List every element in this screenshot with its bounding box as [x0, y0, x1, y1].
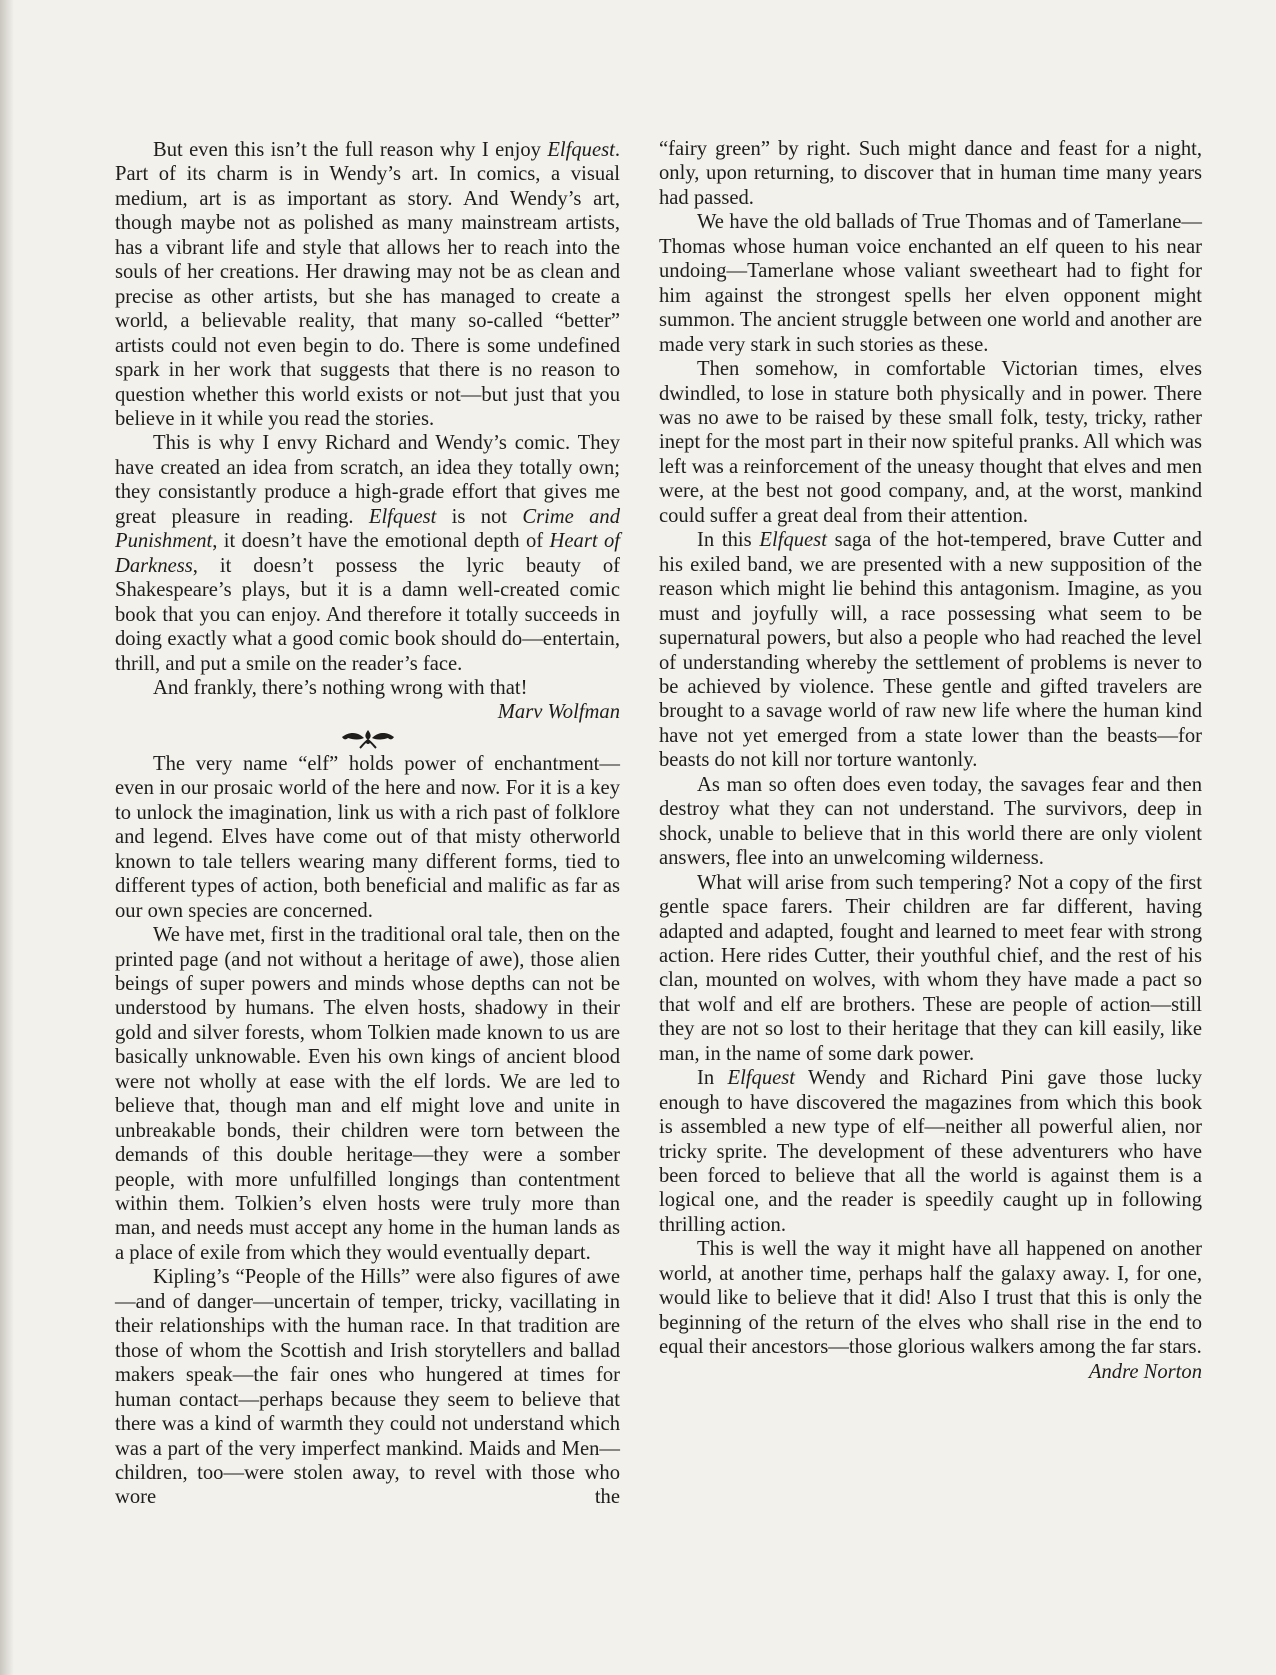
paragraph: We have the old ballads of True Thomas and of Tamerlane—Thomas whose human voice enchanted an elf queen to his near undoing—Tamerlane whose valiant sweetheart had to fight for him against the strongest spells her elven opponent might summon. The ancient struggle between one world and another are made very stark in such stories as these.	[659, 211, 1202, 356]
right-column	[659, 137, 1202, 1384]
paragraph: In this Elfquest saga of the hot-tempered, brave Cutter and his exiled band, we are presented with a new supposition of the reason which might lie behind this antagonism. Imagine, as you must and joyfully will, a race possessing what seem to be supernatural powers, but also a people who had reached the level of understanding whereby the settlement of problems is never to be achieved by violence. These gentle and gifted travelers are brought to a savage world of raw new life where the human kind have not yet emerged from a state lower than the beasts—for beasts do not kill nor torture wantonly.	[659, 529, 1202, 772]
paragraph: And frankly, there’s nothing wrong with that!	[153, 676, 528, 699]
paragraph: Kipling’s “People of the Hills” were also figures of awe—and of danger—uncertain of temper, tricky, vacillating in their relationships with the human race. In that tradition are those of whom the Scottish and Irish storytellers and ballad makers speak—the fair ones who hungered at times for human contact—perhaps because they seem to believe that there was a kind of warmth they could not understand which was a part of the very imperfect mankind. Maids and Men—children, too—were stolen away, to revel with those who wore the	[115, 1266, 620, 1509]
left-column	[115, 138, 620, 1510]
paragraph: Then somehow, in comfortable Victorian times, elves dwindled, to lose in stature both physically and in power. There was no awe to be raised by these small folk, testy, tricky, rather inept for the most part in their now spiteful pranks. All which was left was a reinforcement of the uneasy thought that elves and men were, at the best not good company, and, at the worst, mankind could suffer a great deal from their attention.	[659, 358, 1202, 527]
paragraph: We have met, first in the traditional oral tale, then on the printed page (and not without a heritage of awe), those alien beings of super powers and minds whose depths can not be understood by humans. The elven hosts, shadowy in their gold and silver forests, whom Tolkien made known to us are basically unknowable. Even his own kings of ancient blood were not wholly at ease with the elf lords. We are led to believe that, though man and elf might love and unite in unbreakable bonds, their children were torn between the demands of this double heritage—they were a somber people, with more unfulfilled longings than contentment within them. Tolkien’s elven hosts were truly more than man, and needs must accept any home in the human lands as a place of exile from which they would eventually depart.	[115, 924, 620, 1264]
paragraph: This is well the way it might have all happened on another world, at another time, perhaps half the galaxy away. I, for one, would like to believe that it did! Also I trust that this is only the beginning of the return of the elves who shall rise in the end to equal their ancestors—those glorious walkers among the far stars.	[659, 1238, 1202, 1359]
author-signature-wolfman: Marv Wolfman	[497, 701, 620, 724]
paragraph: As man so often does even today, the savages fear and then destroy what they can not understand. The survivors, deep in shock, unable to believe that in this world there are only violent answers, flee into an unwelcoming wilderness.	[659, 773, 1202, 870]
paragraph: But even this isn’t the full reason why I enjoy Elfquest. Part of its charm is in Wendy’s art. In comics, a visual medium, art is as important as story. And Wendy’s art, though maybe not as polished as many mainstream artists, has a vibrant life and style that allows her to reach into the souls of her creations. Her drawing may not be as clean and precise as other artists, but she has managed to create a world, a believable reality, that many so-called “better” artists could not even begin to do. There is some undefined spark in her work that suggests that there is no reason to question whether this world exists or not—but just that you believe in it while you read the stories.	[115, 139, 620, 430]
fleuron-icon	[115, 728, 620, 752]
paragraph: The very name “elf” holds power of enchantment—even in our prosaic world of the here and now. For it is a key to unlock the imagination, link us with a rich past of folklore and legend. Elves have come out of that misty otherworld known to tale tellers wearing many different forms, tied to different types of action, both beneficial and malific as far as our own species are concerned.	[115, 752, 620, 922]
page-binding-shadow	[0, 0, 14, 1675]
paragraph: What will arise from such tempering? Not a copy of the first gentle space farers. Their children are far different, having adapted and adapted, fought and learned to meet fear with strong action. Here rides Cutter, their youthful chief, and the rest of his clan, mounted on wolves, with whom they have made a pact so that wolf and elf are brothers. These are people of action—still they are not so lost to their heritage that they can kill easily, like man, in the name of some dark power.	[659, 871, 1202, 1065]
paragraph: This is why I envy Richard and Wendy’s comic. They have created an idea from scratch, an idea they totally own; they consistantly produce a high-grade effort that gives me great pleasure in reading. Elfquest is not Crime and Punishment, it doesn’t have the emotional depth of Heart of Darkness, it doesn’t possess the lyric beauty of Shakespeare’s plays, but it is a damn well-created comic book that you can enjoy. And therefore it totally succeeds in doing exactly what a good comic book should do—entertain, thrill, and put a smile on the reader’s face.	[115, 432, 621, 675]
author-signature-norton: Andre Norton	[1088, 1360, 1202, 1383]
paragraph: In Elfquest Wendy and Richard Pini gave those lucky enough to have discovered the magazines from which this book is assembled a new type of elf—neither all powerful alien, nor tricky sprite. The development of these adventurers who have been forced to believe that all the world is against them is a logical one, and the reader is speedily caught up in following thrilling action.	[659, 1067, 1202, 1236]
paragraph: “fairy green” by right. Such might dance and feast for a night, only, upon returning, to discover that in human time many years had passed.	[659, 138, 1202, 209]
